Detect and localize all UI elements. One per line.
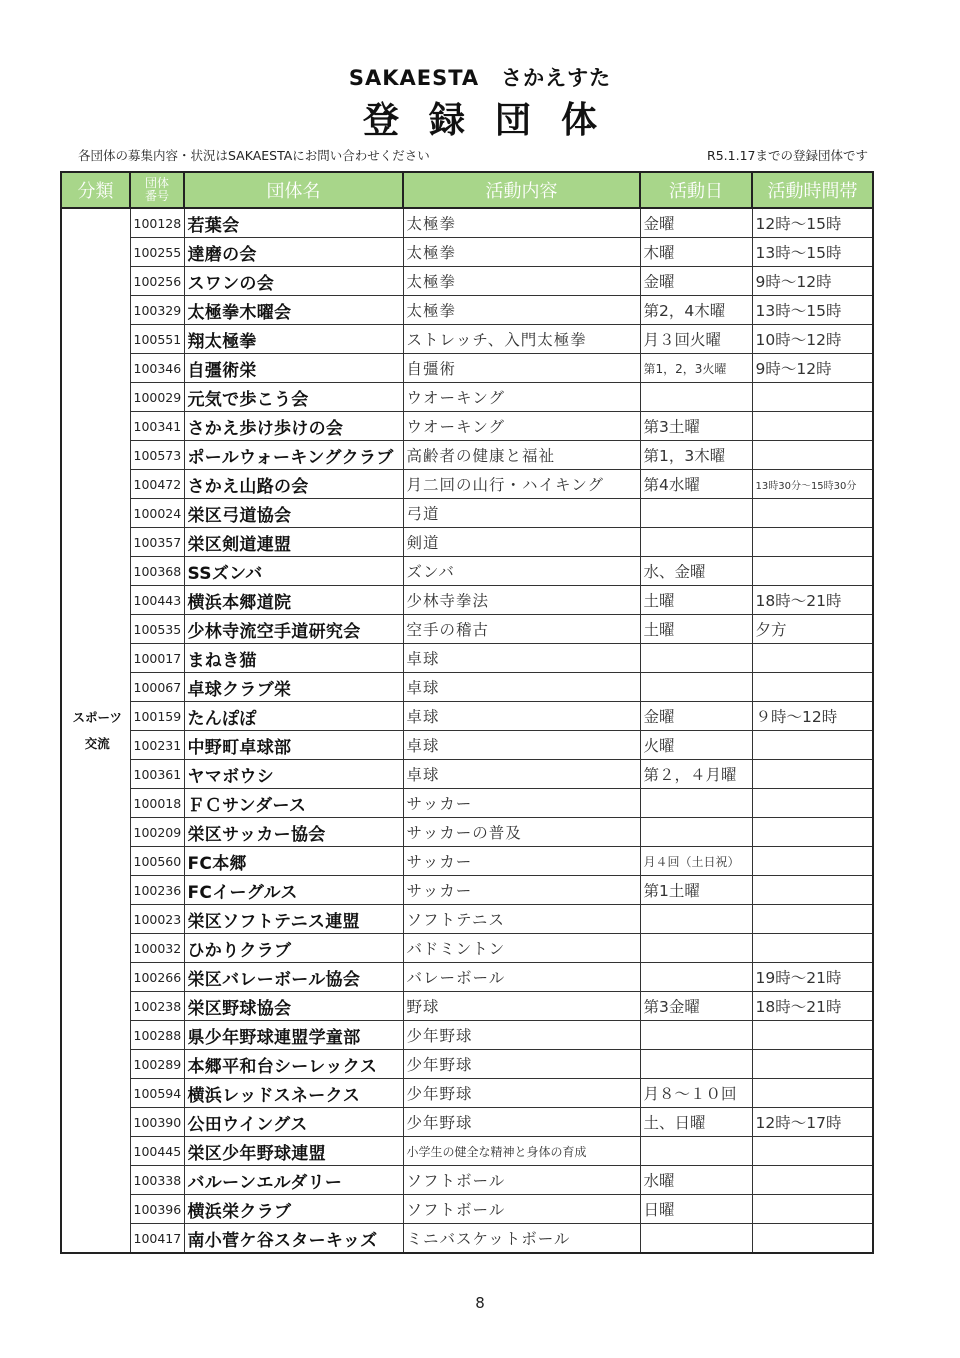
activity-cell: 高齢者の健康と福祉 [403,441,640,470]
activity-day-cell: 第1，3木曜 [640,441,752,470]
group-number-cell: 100535 [130,615,184,644]
activity-time-cell [752,1224,873,1254]
table-row [61,557,873,586]
group-name-cell: バルーンエルダリー [184,1166,403,1195]
group-number-cell: 100288 [130,1021,184,1050]
table-row [61,1108,873,1137]
group-number-cell: 100024 [130,499,184,528]
activity-day-cell: 水曜 [640,1166,752,1195]
group-number-cell: 100256 [130,267,184,296]
activity-time-cell [752,1021,873,1050]
activity-day-cell [640,1021,752,1050]
activity-time-cell: 13時30分～15時30分 [752,470,873,499]
table-row [61,441,873,470]
activity-time-cell: 12時～17時 [752,1108,873,1137]
table-row [61,847,873,876]
group-number-cell: 100338 [130,1166,184,1195]
group-name-cell: 栄区剣道連盟 [184,528,403,557]
activity-cell: 少年野球 [403,1079,640,1108]
table-row [61,267,873,296]
registered-groups-table [60,171,874,1254]
group-name-cell: 南小菅ケ谷スターキッズ [184,1224,403,1254]
activity-cell: 卓球 [403,702,640,731]
activity-time-cell [752,760,873,789]
group-number-cell: 100231 [130,731,184,760]
header-number [130,172,184,208]
group-name-cell: たんぽぽ [184,702,403,731]
group-name-cell: 本郷平和台シーレックス [184,1050,403,1079]
activity-day-cell: 土、日曜 [640,1108,752,1137]
table-row [61,876,873,905]
activity-day-cell: 月３回火曜 [640,325,752,354]
activity-cell: 月二回の山行・ハイキング [403,470,640,499]
group-name-cell: 達磨の会 [184,238,403,267]
group-number-cell: 100209 [130,818,184,847]
table-row [61,354,873,383]
activity-day-cell [640,499,752,528]
activity-time-cell [752,673,873,702]
activity-cell: ソフトボール [403,1166,640,1195]
group-number-cell: 100067 [130,673,184,702]
activity-cell: ウオーキング [403,412,640,441]
table-row [61,963,873,992]
header-day: 活動日 [640,172,752,208]
activity-time-cell: 18時～21時 [752,992,873,1021]
group-name-cell: 中野町卓球部 [184,731,403,760]
inquiry-note: 各団体の募集内容・状況はSAKAESTAにお問い合わせください [78,148,430,163]
group-name-cell: 太極拳木曜会 [184,296,403,325]
activity-time-cell [752,818,873,847]
group-number-cell: 100017 [130,644,184,673]
activity-day-cell [640,905,752,934]
category-cell [61,208,130,1253]
header-activity: 活動内容 [403,172,640,208]
table-row [61,731,873,760]
header-time: 活動時間帯 [752,172,873,208]
group-name-cell: 栄区少年野球連盟 [184,1137,403,1166]
activity-cell: 剣道 [403,528,640,557]
activity-cell: 太極拳 [403,238,640,267]
group-number-cell: 100029 [130,383,184,412]
activity-day-cell: 第2，4木曜 [640,296,752,325]
activity-cell: サッカー [403,876,640,905]
table-row [61,238,873,267]
activity-day-cell: 木曜 [640,238,752,267]
group-name-cell: 県少年野球連盟学童部 [184,1021,403,1050]
activity-time-cell: 10時～12時 [752,325,873,354]
group-name-cell: 自彊術栄 [184,354,403,383]
activity-cell: ウオーキング [403,383,640,412]
activity-cell: 少林寺拳法 [403,586,640,615]
activity-cell: ズンバ [403,557,640,586]
activity-day-cell: 第3土曜 [640,412,752,441]
group-number-cell: 100594 [130,1079,184,1108]
activity-cell: 自彊術 [403,354,640,383]
activity-time-cell [752,905,873,934]
group-number-cell: 100390 [130,1108,184,1137]
activity-cell: 卓球 [403,760,640,789]
group-number-cell: 100255 [130,238,184,267]
group-number-cell: 100443 [130,586,184,615]
group-number-cell: 100573 [130,441,184,470]
table-row [61,644,873,673]
activity-time-cell [752,528,873,557]
activity-time-cell [752,557,873,586]
activity-day-cell: 第1土曜 [640,876,752,905]
group-number-cell: 100128 [130,208,184,238]
group-name-cell: スワンの会 [184,267,403,296]
activity-cell: 少年野球 [403,1108,640,1137]
group-name-cell: 少林寺流空手道研究会 [184,615,403,644]
table-row [61,1079,873,1108]
activity-cell: ミニバスケットボール [403,1224,640,1254]
table-header-row [61,172,873,208]
activity-time-cell [752,499,873,528]
activity-time-cell: 13時～15時 [752,296,873,325]
group-number-cell: 100357 [130,528,184,557]
activity-cell: 太極拳 [403,296,640,325]
group-number-cell: 100346 [130,354,184,383]
table-row [61,760,873,789]
title-english: SAKAESTA さかえすた [348,66,612,90]
group-number-cell: 100329 [130,296,184,325]
group-name-cell: 公田ウイングス [184,1108,403,1137]
table-row [61,1224,873,1254]
activity-cell: バドミントン [403,934,640,963]
group-number-cell: 100266 [130,963,184,992]
activity-cell: バレーボール [403,963,640,992]
activity-time-cell [752,1166,873,1195]
activity-day-cell: 水、金曜 [640,557,752,586]
group-name-cell: 横浜栄クラブ [184,1195,403,1224]
activity-time-cell [752,789,873,818]
activity-day-cell: 金曜 [640,702,752,731]
group-number-cell: 100417 [130,1224,184,1254]
activity-day-cell: 金曜 [640,267,752,296]
group-name-cell: ヤマボウシ [184,760,403,789]
category-line1: スポーツ [72,709,122,725]
table-row [61,673,873,702]
group-name-cell: 栄区バレーボール協会 [184,963,403,992]
table-row [61,934,873,963]
group-name-cell: 卓球クラブ栄 [184,673,403,702]
activity-cell: 卓球 [403,731,640,760]
page-title: 登録団体 [362,100,627,141]
group-name-cell: ポールウォーキングクラブ [184,441,403,470]
activity-day-cell [640,1224,752,1254]
group-number-cell: 100445 [130,1137,184,1166]
activity-time-cell: 12時～15時 [752,208,873,238]
activity-cell: 少年野球 [403,1021,640,1050]
activity-day-cell [640,644,752,673]
group-name-cell: 栄区ソフトテニス連盟 [184,905,403,934]
activity-day-cell: 月４回（土日祝） [640,847,752,876]
table-row [61,528,873,557]
table-row [61,905,873,934]
group-number-cell: 100018 [130,789,184,818]
table-row [61,1195,873,1224]
activity-time-cell: 18時～21時 [752,586,873,615]
category-line2: 交流 [84,735,110,751]
activity-day-cell [640,789,752,818]
group-name-cell: 元気で歩こう会 [184,383,403,412]
group-name-cell: 栄区弓道協会 [184,499,403,528]
date-note: R5.1.17までの登録団体です [707,148,868,163]
activity-cell: 卓球 [403,644,640,673]
activity-time-cell: ９時～12時 [752,702,873,731]
activity-time-cell [752,1195,873,1224]
group-number-cell: 100361 [130,760,184,789]
table-body [61,208,873,1253]
table-row [61,818,873,847]
activity-cell: ストレッチ、入門太極拳 [403,325,640,354]
activity-day-cell [640,383,752,412]
activity-time-cell [752,1050,873,1079]
activity-day-cell [640,1137,752,1166]
activity-day-cell [640,528,752,557]
activity-day-cell [640,963,752,992]
activity-cell: 野球 [403,992,640,1021]
activity-day-cell [640,934,752,963]
activity-day-cell [640,673,752,702]
table-row [61,992,873,1021]
activity-day-cell [640,818,752,847]
activity-cell: 太極拳 [403,208,640,238]
table-row [61,702,873,731]
group-name-cell: 若葉会 [184,208,403,238]
group-number-cell: 100368 [130,557,184,586]
table-row [61,586,873,615]
table-row [61,383,873,412]
group-name-cell: さかえ歩け歩けの会 [184,412,403,441]
activity-day-cell: 第4水曜 [640,470,752,499]
group-number-cell: 100236 [130,876,184,905]
activity-day-cell: 日曜 [640,1195,752,1224]
activity-day-cell: 月８～１０回 [640,1079,752,1108]
group-name-cell: ひかりクラブ [184,934,403,963]
activity-time-cell: 13時～15時 [752,238,873,267]
activity-day-cell: 金曜 [640,208,752,238]
activity-time-cell [752,876,873,905]
group-number-cell: 100472 [130,470,184,499]
activity-day-cell [640,1050,752,1079]
group-name-cell: まねき猫 [184,644,403,673]
activity-time-cell: 夕方 [752,615,873,644]
group-name-cell: SSズンバ [184,557,403,586]
activity-cell: ソフトテニス [403,905,640,934]
activity-day-cell: 第２，４月曜 [640,760,752,789]
group-name-cell: さかえ山路の会 [184,470,403,499]
activity-time-cell [752,644,873,673]
group-number-cell: 100238 [130,992,184,1021]
activity-cell: サッカー [403,847,640,876]
table-row [61,1050,873,1079]
activity-cell: 卓球 [403,673,640,702]
group-number-cell: 100551 [130,325,184,354]
header-number-line2: 番号 [144,189,169,203]
activity-cell: 小学生の健全な精神と身体の育成 [403,1137,640,1166]
group-number-cell: 100159 [130,702,184,731]
table-row [61,296,873,325]
group-name-cell: 栄区野球協会 [184,992,403,1021]
activity-time-cell [752,934,873,963]
activity-time-cell: 19時～21時 [752,963,873,992]
table-row [61,1166,873,1195]
activity-time-cell [752,383,873,412]
group-name-cell: 翔太極拳 [184,325,403,354]
activity-cell: サッカー [403,789,640,818]
activity-cell: サッカーの普及 [403,818,640,847]
activity-time-cell [752,847,873,876]
activity-day-cell: 土曜 [640,615,752,644]
activity-day-cell: 第3金曜 [640,992,752,1021]
activity-day-cell: 第1，2，3火曜 [640,354,752,383]
activity-cell: 弓道 [403,499,640,528]
table-row [61,470,873,499]
group-number-cell: 100560 [130,847,184,876]
group-number-cell: 100289 [130,1050,184,1079]
table-row [61,208,873,238]
activity-time-cell [752,1137,873,1166]
table-row [61,789,873,818]
activity-cell: 空手の稽古 [403,615,640,644]
activity-time-cell [752,1079,873,1108]
activity-time-cell [752,412,873,441]
activity-cell: 太極拳 [403,267,640,296]
activity-time-cell: 9時～12時 [752,267,873,296]
table-row [61,1137,873,1166]
activity-time-cell [752,731,873,760]
header-category: 分類 [61,172,130,208]
activity-time-cell [752,441,873,470]
activity-cell: 少年野球 [403,1050,640,1079]
activity-day-cell: 火曜 [640,731,752,760]
table-row [61,1021,873,1050]
header-name: 団体名 [184,172,403,208]
group-name-cell: ＦＣサンダース [184,789,403,818]
group-name-cell: 横浜レッドスネークス [184,1079,403,1108]
activity-day-cell: 土曜 [640,586,752,615]
group-name-cell: 栄区サッカー協会 [184,818,403,847]
table-row [61,615,873,644]
group-name-cell: 横浜本郷道院 [184,586,403,615]
group-name-cell: FCイーグルス [184,876,403,905]
table-row [61,412,873,441]
page-number: 8 [475,1294,485,1312]
activity-time-cell: 9時～12時 [752,354,873,383]
group-number-cell: 100396 [130,1195,184,1224]
header-number-line1: 団体 [144,176,169,190]
table-row [61,325,873,354]
group-name-cell: FC本郷 [184,847,403,876]
group-number-cell: 100023 [130,905,184,934]
table-row [61,499,873,528]
group-number-cell: 100341 [130,412,184,441]
activity-cell: ソフトボール [403,1195,640,1224]
group-number-cell: 100032 [130,934,184,963]
